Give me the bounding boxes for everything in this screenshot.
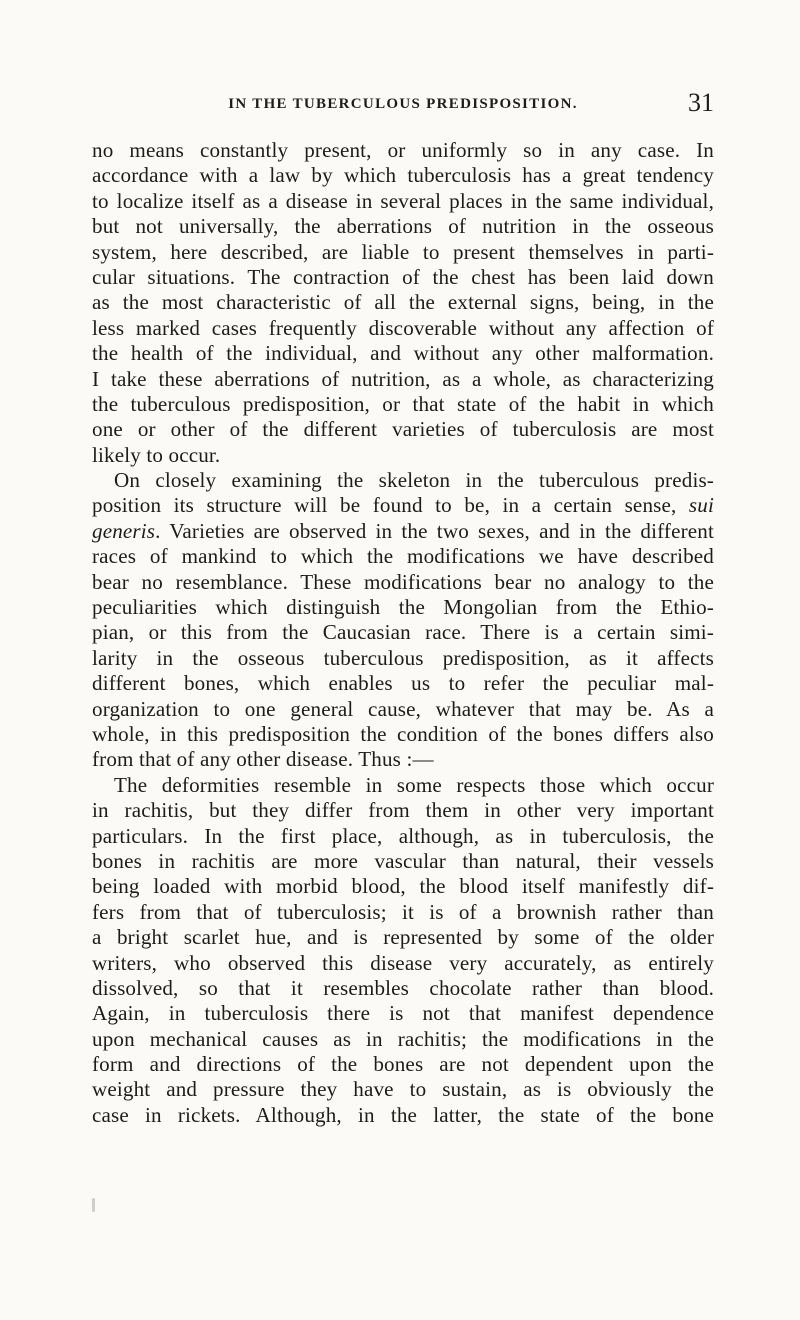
- text-line: form and directions of the bones are not dependent upon the: [92, 1052, 714, 1077]
- text-line: being loaded with morbid blood, the blood itself manifestly dif-: [92, 874, 714, 899]
- text-line: Again, in tuberculosis there is not that manifest dependence: [92, 1001, 714, 1026]
- text-line: weight and pressure they have to sustain, as is obviously the: [92, 1077, 714, 1102]
- body-text: [92, 138, 714, 1128]
- running-title: IN THE TUBERCULOUS PREDISPOSITION.: [228, 96, 578, 112]
- text-line: cular situations. The contraction of the chest has been laid down: [92, 264, 714, 289]
- text-line: The deformities resemble in some respects those which occur: [114, 772, 714, 797]
- text-line: bear no resemblance. These modifications bear no analogy to the: [92, 569, 714, 594]
- ink-mark: [92, 1198, 95, 1212]
- text-line: bones in rachitis are more vascular than natural, their vessels: [92, 848, 714, 873]
- text-line: system, here described, are liable to present themselves in parti-: [92, 239, 714, 264]
- text-line: writers, who observed this disease very accurately, as entirely: [92, 950, 714, 975]
- text-line: one or other of the different varieties of tuberculosis are most: [92, 417, 714, 442]
- text-line: particulars. In the first place, although, as in tuberculosis, the: [92, 823, 714, 848]
- page-header: [92, 88, 714, 128]
- page-number: 31: [688, 88, 714, 117]
- text-line: fers from that of tuberculosis; it is of a brownish rather than: [92, 899, 714, 924]
- text-line: position its structure will be found to be, in a certain sense, sui: [92, 493, 714, 518]
- text-line: organization to one general cause, whatever that may be. As a: [92, 696, 714, 721]
- text-line: peculiarities which distinguish the Mongolian from the Ethio-: [92, 595, 714, 620]
- text-line: larity in the osseous tuberculous predisposition, as it affects: [92, 645, 714, 670]
- text-line: to localize itself as a disease in several places in the same individual,: [92, 188, 714, 213]
- text-line: likely to occur.: [92, 442, 221, 467]
- text-line: I take these aberrations of nutrition, as a whole, as characterizing: [92, 366, 714, 391]
- text-line: case in rickets. Although, in the latter, the state of the bone: [92, 1102, 714, 1127]
- text-line: a bright scarlet hue, and is represented by some of the older: [92, 925, 714, 950]
- text-line: less marked cases frequently discoverable without any affection of: [92, 315, 714, 340]
- text-line: races of mankind to which the modifications we have described: [92, 544, 714, 569]
- text-line: accordance with a law by which tuberculosis has a great tendency: [92, 163, 714, 188]
- text-line: the tuberculous predisposition, or that state of the habit in which: [92, 391, 714, 416]
- text-line: dissolved, so that it resembles chocolate rather than blood.: [92, 975, 714, 1000]
- text-line: from that of any other disease. Thus :—: [92, 747, 434, 772]
- text-line: different bones, which enables us to refer the peculiar mal-: [92, 671, 714, 696]
- text-line: the health of the individual, and without any other malformation.: [92, 341, 714, 366]
- text-line: in rachitis, but they differ from them in other very important: [92, 798, 714, 823]
- text-line: but not universally, the aberrations of nutrition in the osseous: [92, 214, 714, 239]
- text-line: whole, in this predisposition the condition of the bones differs also: [92, 721, 714, 746]
- text-line: pian, or this from the Caucasian race. There is a certain simi-: [92, 620, 714, 645]
- text-line: On closely examining the skeleton in the tuberculous predis-: [114, 468, 714, 493]
- text-line: no means constantly present, or uniformly so in any case. In: [92, 138, 714, 162]
- text-line: generis. Varieties are observed in the two sexes, and in the different: [92, 518, 714, 543]
- text-line: as the most characteristic of all the external signs, being, in the: [92, 290, 714, 315]
- text-line: upon mechanical causes as in rachitis; the modifications in the: [92, 1026, 714, 1051]
